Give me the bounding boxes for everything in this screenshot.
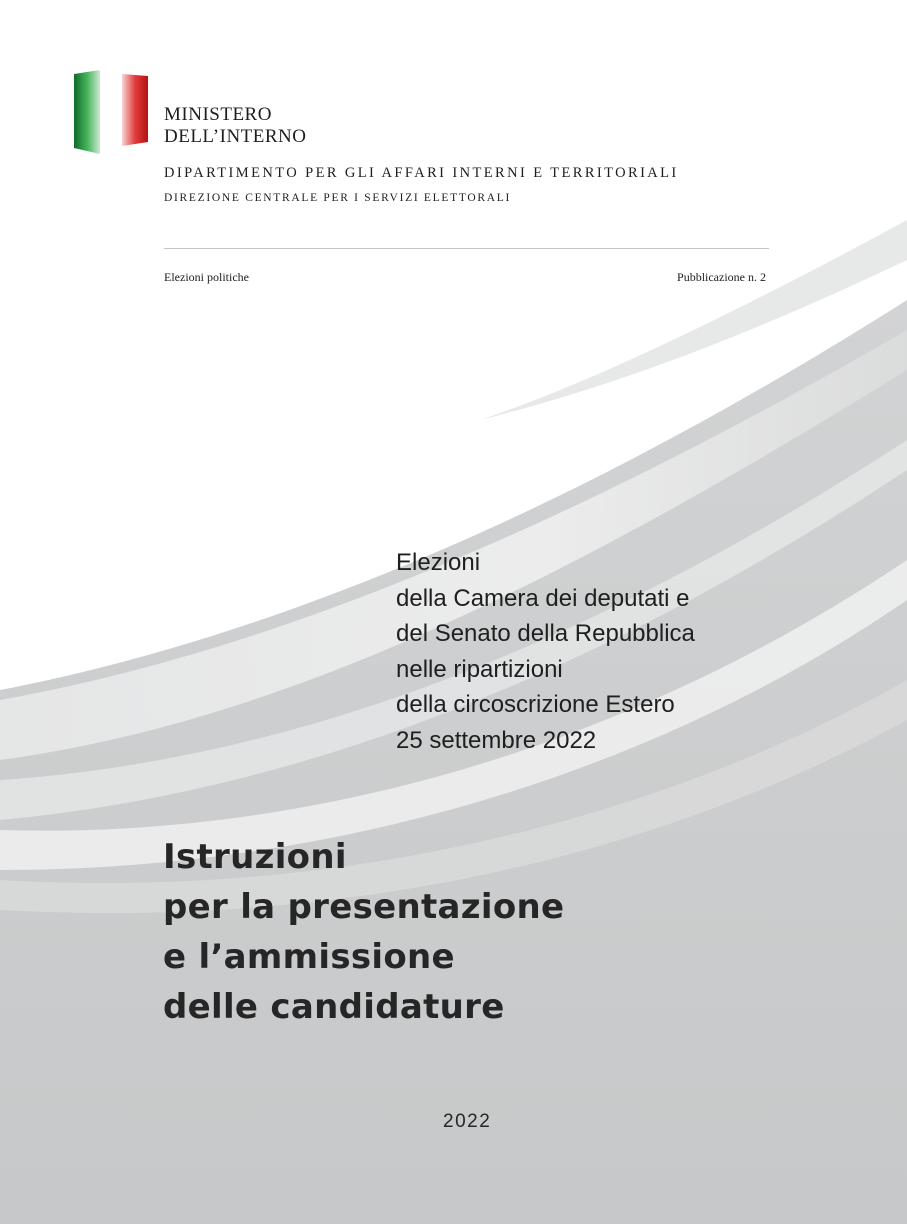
subtitle-line-3: del Senato della Repubblica [396, 620, 695, 647]
directorate-name: DIREZIONE CENTRALE PER I SERVIZI ELETTORALI [164, 192, 511, 204]
publication-number: Pubblicazione n. 2 [677, 270, 766, 284]
publication-category: Elezioni politiche [164, 270, 249, 284]
subtitle-line-1: Elezioni [396, 549, 481, 576]
subtitle-line-4: nelle ripartizioni [396, 655, 563, 683]
subtitle-line-2: della Camera dei deputati e [396, 584, 690, 612]
title-line-4: delle candidature [163, 987, 505, 1027]
ministry-line-2: DELL’INTERNO [164, 126, 307, 147]
ministry-line-1: MINISTERO [164, 104, 272, 125]
title-line-3: e l’ammissione [163, 937, 455, 977]
header-divider [164, 248, 769, 249]
election-subtitle [396, 545, 876, 758]
publication-year: 2022 [443, 1111, 492, 1132]
title-line-1: Istruzioni [163, 837, 347, 877]
title-line-2: per la presentazione [163, 887, 565, 927]
subtitle-line-5: della circoscrizione Estero [396, 691, 675, 718]
ministry-name [164, 104, 307, 148]
subtitle-line-6: 25 settembre 2022 [396, 726, 597, 754]
department-name: DIPARTIMENTO PER GLI AFFARI INTERNI E TERRITORIALI [164, 165, 679, 181]
document-title [163, 832, 783, 1032]
italian-flag-emblem [74, 70, 150, 154]
